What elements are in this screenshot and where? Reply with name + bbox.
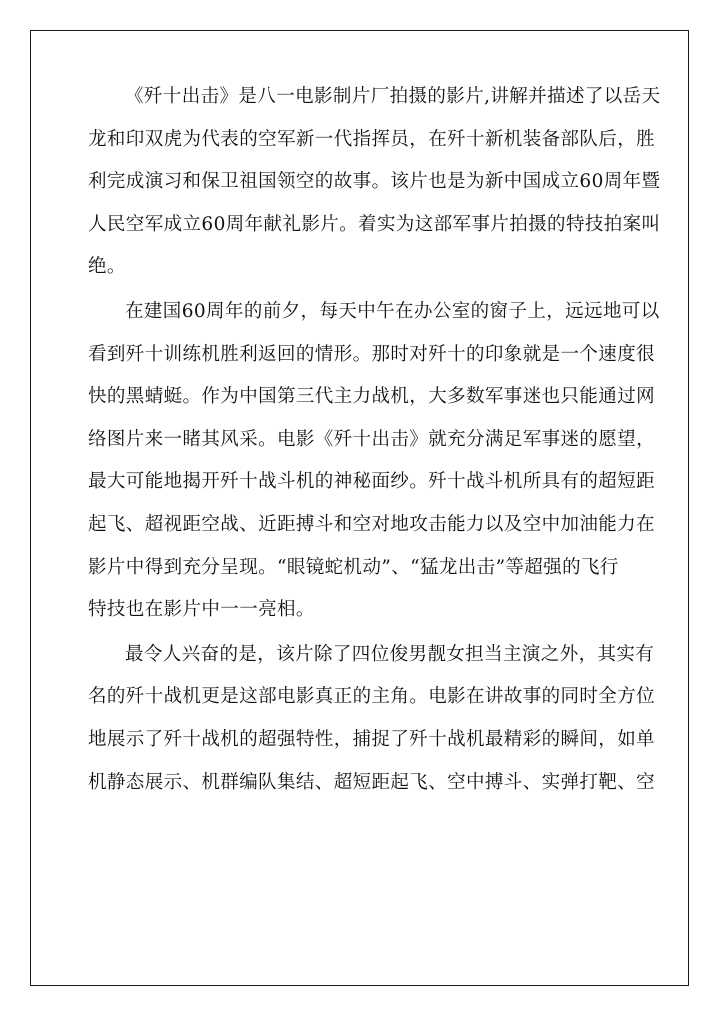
text-line: 最大可能地揭开歼十战斗机的神秘面纱。歼十战斗机所具有的超短距 bbox=[88, 471, 656, 493]
text-line: 看到歼十训练机胜利返回的情形。那时对歼十的印象就是一个速度很 bbox=[88, 343, 656, 365]
text-line: 快的黑蜻蜓。作为中国第三代主力战机，大多数军事迷也只能通过网 bbox=[88, 386, 656, 408]
text-line: 利完成演习和保卫祖国领空的故事。该片也是为新中国成立60周年暨 bbox=[88, 171, 661, 193]
text-line: 在建国60周年的前夕，每天中午在办公室的窗子上，远远地可以 bbox=[125, 300, 660, 322]
text-line: 《歼十出击》是八一电影制片厂拍摄的影片,讲解并描述了以岳天 bbox=[125, 86, 661, 107]
paragraph-1 bbox=[88, 76, 661, 289]
text-line: 影片中得到充分呈现。“眼镜蛇机动”、“猛龙出击”等超强的飞行 bbox=[88, 556, 619, 578]
text-line: 特技也在影片中一一亮相。 bbox=[88, 599, 315, 621]
text-line: 地展示了歼十战机的超强特性，捕捉了歼十战机最精彩的瞬间，如单 bbox=[88, 728, 656, 750]
text-line: 名的歼十战机更是这部电影真正的主角。电影在讲故事的同时全方位 bbox=[88, 686, 656, 708]
document-body bbox=[88, 76, 661, 804]
paragraph-3 bbox=[88, 634, 656, 804]
text-line: 龙和印双虎为代表的空军新一代指挥员，在歼十新机装备部队后，胜 bbox=[88, 128, 656, 150]
paragraph-2 bbox=[88, 291, 660, 632]
text-line: 起飞、超视距空战、近距搏斗和空对地攻击能力以及空中加油能力在 bbox=[88, 513, 656, 535]
text-line: 络图片来一睹其风采。电影《歼十出击》就充分满足军事迷的愿望， bbox=[88, 428, 656, 450]
text-line: 机静态展示、机群编队集结、超短距起飞、空中搏斗、实弹打靶、空 bbox=[88, 771, 656, 793]
text-line: 绝。 bbox=[88, 256, 126, 278]
text-line: 最令人兴奋的是，该片除了四位俊男靓女担当主演之外，其实有 bbox=[125, 643, 655, 665]
text-line: 人民空军成立60周年献礼影片。着实为这部军事片拍摄的特技拍案叫 bbox=[88, 213, 661, 235]
